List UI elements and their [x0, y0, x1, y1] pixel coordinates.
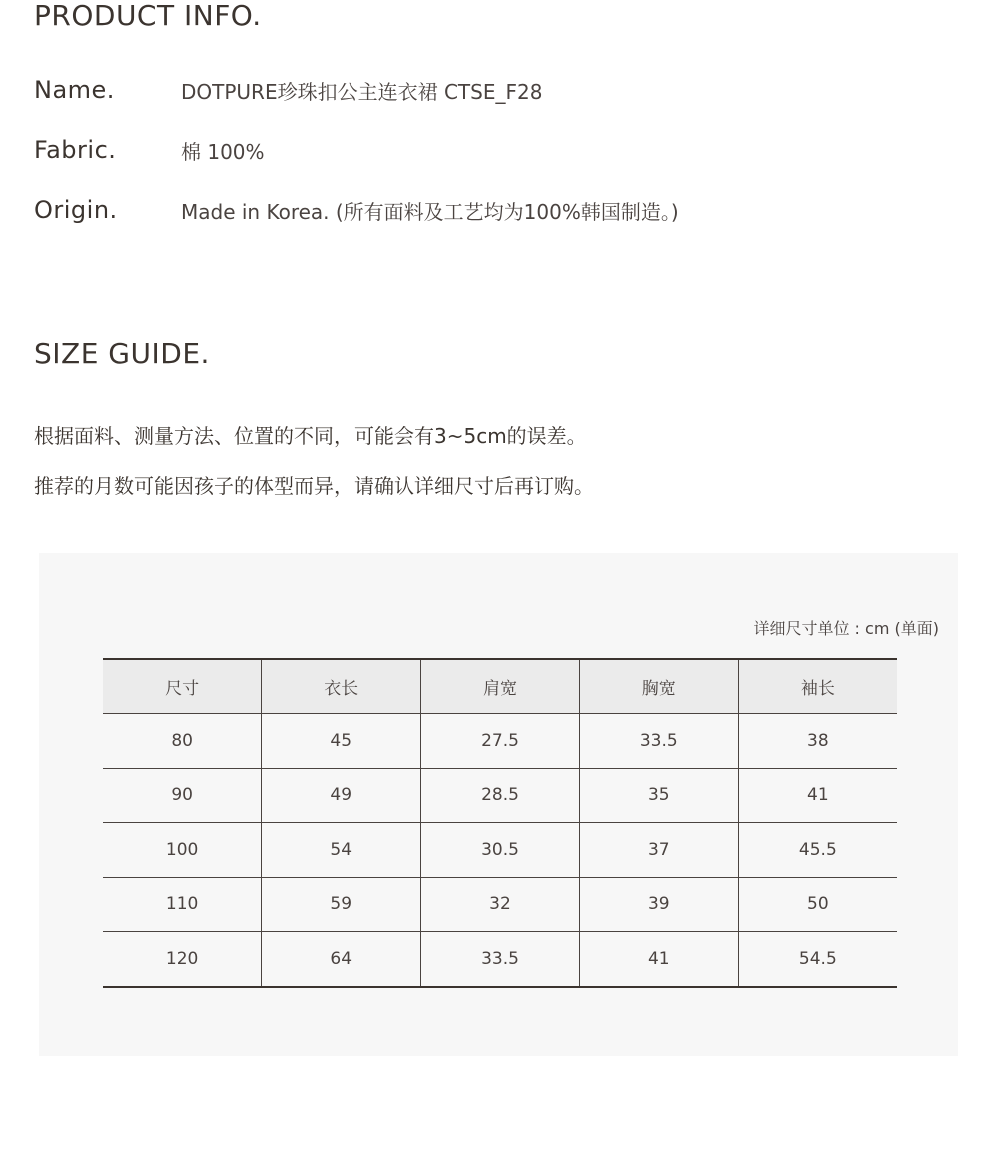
product-info-heading: PRODUCT INFO. — [34, 0, 262, 32]
table-row — [103, 768, 897, 823]
table-cell: 80 — [103, 714, 262, 769]
table-cell: 45 — [262, 714, 421, 769]
name-label: Name. — [34, 76, 115, 104]
table-cell: 35 — [579, 768, 738, 823]
name-value: DOTPURE珍珠扣公主连衣裙 CTSE_F28 — [181, 79, 543, 104]
table-cell: 33.5 — [421, 932, 580, 987]
column-header: 衣长 — [262, 659, 421, 714]
table-cell: 50 — [738, 877, 897, 932]
table-cell: 120 — [165, 948, 199, 969]
size-guide-heading: SIZE GUIDE. — [34, 337, 210, 370]
table-cell: 39 — [579, 877, 738, 932]
table-row — [103, 823, 897, 878]
table-cell: 33.5 — [579, 714, 738, 769]
table-cell: 54.5 — [738, 932, 897, 987]
info-row-name — [34, 75, 542, 105]
table-cell: 41 — [579, 932, 738, 987]
size-note-1: 根据面料、测量方法、位置的不同，可能会有3~5cm的误差。 — [34, 424, 587, 448]
size-note-2: 推荐的月数可能因孩子的体型而异，请确认详细尺寸后再订购。 — [34, 474, 594, 498]
unit-label: 详细尺寸单位 : cm (单面) — [753, 619, 939, 638]
origin-value: Made in Korea. (所有面料及工艺均为100%韩国制造。) — [181, 199, 679, 224]
column-header: 尺寸 — [103, 659, 262, 714]
table-header-row — [103, 659, 897, 714]
column-header: 肩宽 — [421, 659, 580, 714]
table-cell: 41 — [738, 768, 897, 823]
table-cell: 59 — [262, 877, 421, 932]
table-row — [103, 932, 897, 987]
table-cell: 32 — [421, 877, 580, 932]
table-cell: 49 — [262, 768, 421, 823]
table-cell: 28.5 — [421, 768, 580, 823]
column-header: 袖长 — [738, 659, 897, 714]
fabric-value: 棉 100% — [181, 139, 265, 164]
table-cell: 100 — [103, 823, 262, 878]
table-cell: 27.5 — [421, 714, 580, 769]
column-header: 胸宽 — [579, 659, 738, 714]
table-cell: 45.5 — [738, 823, 897, 878]
fabric-label: Fabric. — [34, 136, 117, 164]
info-row-origin — [34, 195, 679, 225]
table-cell: 90 — [103, 768, 262, 823]
table-row — [103, 714, 897, 769]
table-row — [103, 877, 897, 932]
table-cell: 30.5 — [421, 823, 580, 878]
table-cell: 110 — [103, 877, 262, 932]
table-cell: 54 — [262, 823, 421, 878]
table-cell: 64 — [262, 932, 421, 987]
size-table — [103, 658, 897, 988]
info-row-fabric — [34, 135, 265, 165]
origin-label: Origin. — [34, 196, 118, 224]
table-cell: 37 — [579, 823, 738, 878]
table-cell: 38 — [738, 714, 897, 769]
